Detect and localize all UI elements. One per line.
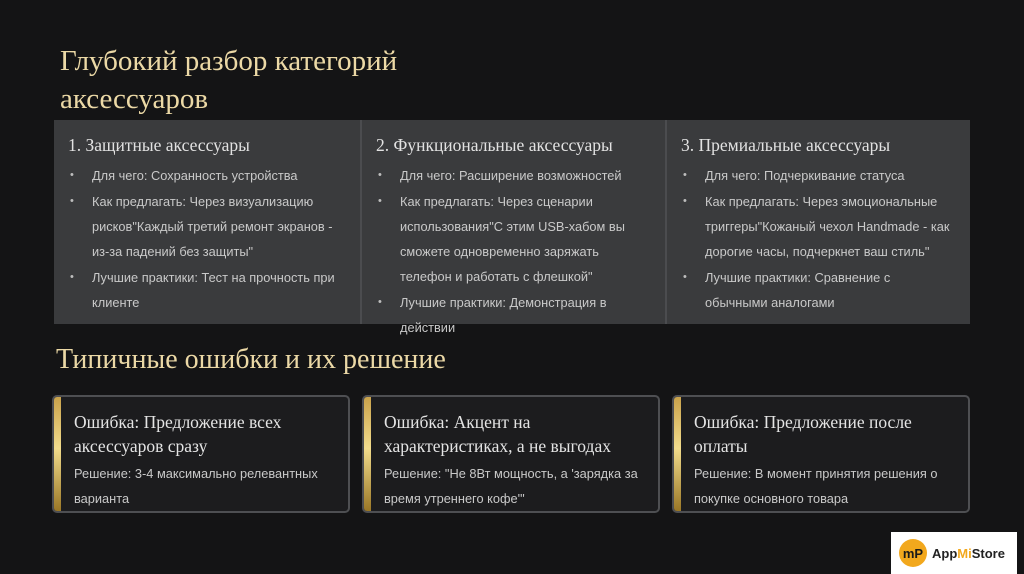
- error-heading: Ошибка: Предложение всех аксессуаров сразу: [74, 412, 282, 456]
- list-item: • Как предлагать: Через визуализацию рисков"Каждый третий ремонт экранов - из-за падений без защиты": [68, 189, 346, 264]
- category-list: [376, 163, 651, 340]
- list-item: • Для чего: Подчеркивание статуса: [681, 163, 956, 188]
- bullet-icon: •: [70, 195, 74, 207]
- section-title: Типичные ошибки и их решение: [56, 344, 446, 375]
- error-solution: Решение: 3-4 максимально релевантных варианта: [74, 466, 318, 506]
- bullet-icon: •: [378, 195, 382, 207]
- list-item: • Как предлагать: Через эмоциональные триггеры"Кожаный чехол Handmade - как дорогие часы, подчеркнет ваш стиль": [681, 189, 956, 264]
- error-heading: Ошибка: Акцент на характеристиках, а не выгодах: [384, 412, 611, 456]
- appmistore-logo: [891, 532, 1017, 574]
- logo-text: AppMiStore: [932, 545, 1005, 561]
- list-item: • Для чего: Сохранность устройства: [68, 163, 346, 188]
- bullet-icon: •: [70, 271, 74, 283]
- gold-accent-bar: [54, 397, 61, 511]
- list-item: • Лучшие практики: Демонстрация в действии: [376, 290, 651, 340]
- gold-accent-bar: [674, 397, 681, 511]
- logo-mark-icon: mP: [899, 539, 927, 567]
- category-heading: 3. Премиальные аксессуары: [681, 135, 891, 155]
- error-solution: Решение: В момент принятия решения о покупке основного товара: [694, 466, 938, 506]
- bullet-icon: •: [683, 195, 687, 207]
- list-item: • Лучшие практики: Тест на прочность при клиенте: [68, 265, 346, 315]
- category-list: [681, 163, 956, 315]
- error-card: [672, 395, 970, 513]
- error-heading: Ошибка: Предложение после оплаты: [694, 412, 912, 456]
- category-protective: [54, 120, 360, 324]
- list-item: • Как предлагать: Через сценарии использования"С этим USB-хабом вы сможете одновременно заряжать телефон и работать с флешкой": [376, 189, 651, 289]
- error-card: [52, 395, 350, 513]
- category-heading: 1. Защитные аксессуары: [68, 135, 250, 155]
- category-heading: 2. Функциональные аксессуары: [376, 135, 613, 155]
- bullet-icon: •: [378, 296, 382, 308]
- gold-accent-bar: [364, 397, 371, 511]
- bullet-icon: •: [70, 169, 74, 181]
- bullet-icon: •: [683, 169, 687, 181]
- list-item: • Для чего: Расширение возможностей: [376, 163, 651, 188]
- category-functional: [360, 120, 665, 335]
- categories-panel: [54, 120, 970, 335]
- bullet-icon: •: [683, 271, 687, 283]
- list-item: • Лучшие практики: Сравнение с обычными аналогами: [681, 265, 956, 315]
- page-title: Глубокий разбор категорий аксессуаров: [60, 45, 398, 115]
- error-card: [362, 395, 660, 513]
- category-premium: [665, 120, 970, 324]
- category-list: [68, 163, 346, 315]
- bullet-icon: •: [378, 169, 382, 181]
- error-solution: Решение: "Не 8Вт мощность, а 'зарядка за время утреннего кофе'": [384, 466, 638, 506]
